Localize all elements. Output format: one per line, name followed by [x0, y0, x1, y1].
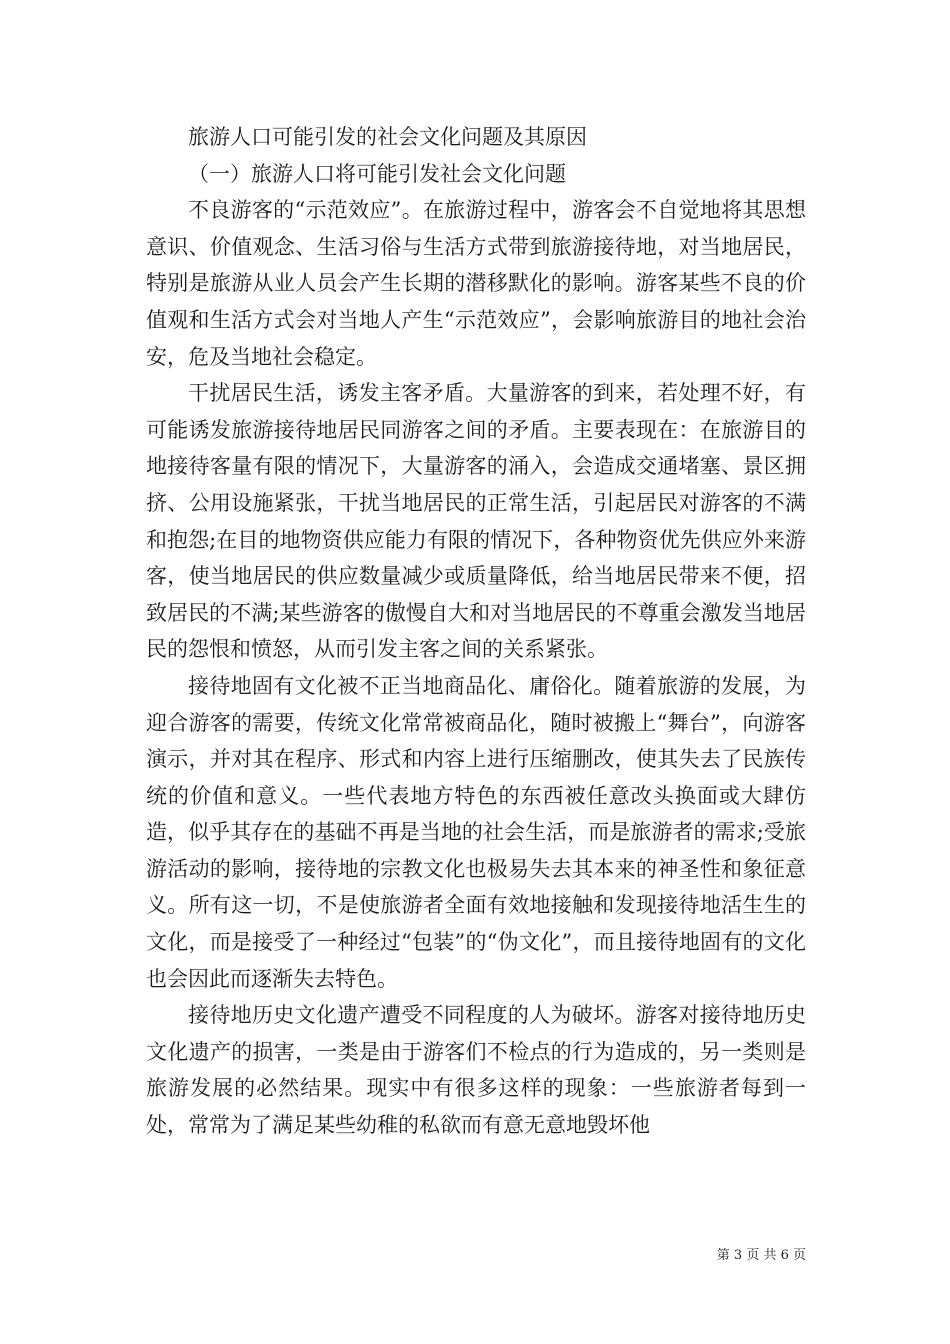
paragraph-commercialization: 接待地固有文化被不正当地商品化、庸俗化。随着旅游的发展，为迎合游客的需要，传统文化常常被商品化，随时被搬上“舞台”，向游客演示，并对其在程序、形式和内容上进行压缩删改，使其失去了民族传统的价值和意义。一些代表地方特色的东西被任意改头换面或大肆仿造，似乎其存在的基础不再是当地的社会生活，而是旅游者的需求;受旅游活动的影响，接待地的宗教文化也极易失去其本来的神圣性和象征意义。所有这一切，不是使旅游者全面有效地接触和发现接待地活生生的文化，而是接受了一种经过“包装”的“伪文化”，而且接待地固有的文化也会因此而逐渐失去特色。: [146, 673, 806, 991]
document-title: 旅游人口可能引发的社会文化问题及其原因: [188, 125, 587, 149]
page-number: 第 3 页 共 6 页: [716, 1248, 806, 1263]
section-heading: （一）旅游人口将可能引发社会文化问题: [188, 161, 566, 186]
paragraph-heritage-damage: 接待地历史文化遗产遭受不同程度的人为破坏。游客对接待地历史文化遗产的损害，一类是由于游客们不检点的行为造成的，另一类则是旅游发展的必然结果。现实中有很多这样的现象：一些旅游者每到一处，常常为了满足某些幼稚的私欲而有意无意地毁坏他: [146, 1003, 806, 1138]
document-body: [146, 119, 806, 1144]
paragraph-host-guest-conflict: 干扰居民生活，诱发主客矛盾。大量游客的到来，若处理不好，有可能诱发旅游接待地居民同游客之间的矛盾。主要表现在：在旅游目的地接待客量有限的情况下，大量游客的涌入，会造成交通堵塞、景区拥挤、公用设施紧张，干扰当地居民的正常生活，引起居民对游客的不满和抱怨;在目的地物资供应能力有限的情况下，各种物资优先供应外来游客，使当地居民的供应数量减少或质量降低，给当地居民带来不便，招致居民的不满;某些游客的傲慢自大和对当地居民的不尊重会激发当地居民的怨恨和愤怒，从而引发主客之间的关系紧张。: [146, 381, 806, 662]
paragraph-demonstration-effect: 不良游客的“示范效应”。在旅游过程中，游客会不自觉地将其思想意识、价值观念、生活习俗与生活方式带到旅游接待地，对当地居民，特别是旅游从业人员会产生长期的潜移默化的影响。游客某些不良的价值观和生活方式会对当地人产生“示范效应”，会影响旅游目的地社会治安，危及当地社会稳定。: [146, 198, 806, 369]
